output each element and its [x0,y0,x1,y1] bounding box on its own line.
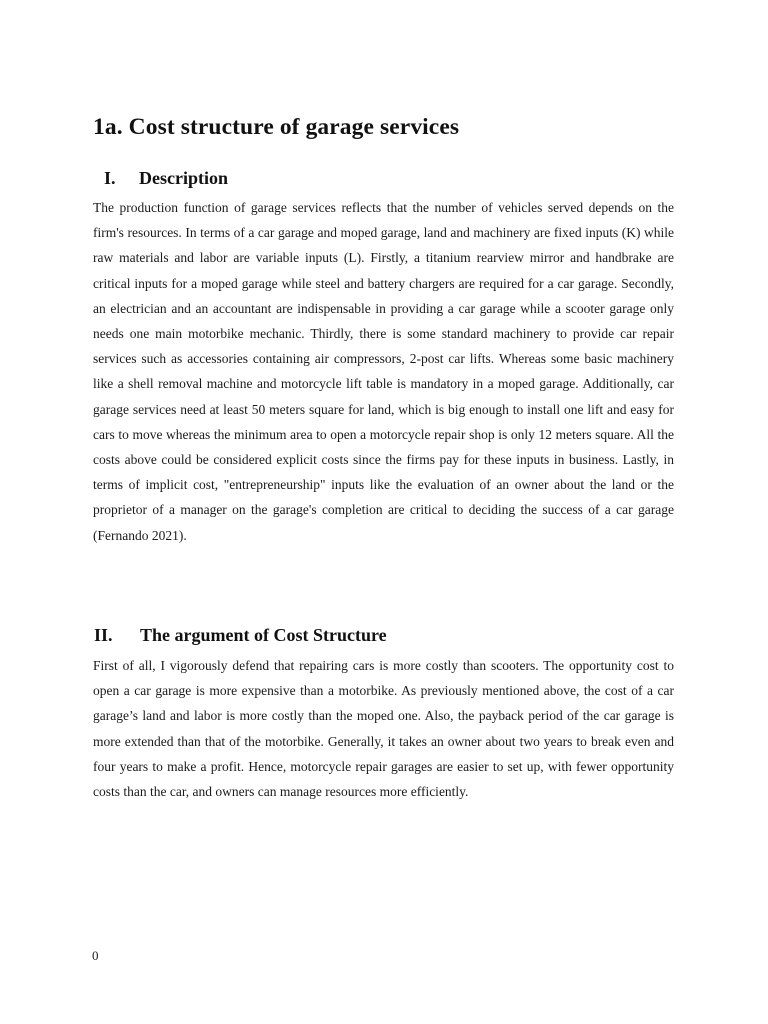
section-heading-text: The argument of Cost Structure [140,625,387,645]
section-number: I. [104,168,116,188]
page-number: 0 [92,948,99,963]
section-paragraph-argument: First of all, I vigorously defend that repairing cars is more costly than scooters. The opportunity cost to open a car garage is more expensive than a motorbike. As previously mentioned above, the cost of a car garage’s land and labor is more costly than the moped one. Also, the payback period of the car garage is more extended than that of the motorbike. Generally, it takes an owner about two years to break even and four years to make a profit. Hence, motorcycle repair garages are easier to set up, with fewer opportunity costs than the car, and owners can manage resources more efficiently. [93,658,674,800]
document-title: 1a. Cost structure of garage services [93,114,460,140]
section-heading-text: Description [139,168,228,188]
section-heading-argument [94,623,387,647]
section-number: II. [94,625,113,645]
section-paragraph-description: The production function of garage services reflects that the number of vehicles served depends on the firm's resources. In terms of a car garage and moped garage, land and machinery are fixed inputs (K) while raw materials and labor are variable inputs (L). Firstly, a titanium rearview mirror and handbrake are critical inputs for a moped garage while steel and battery chargers are required for a car garage. Secondly, an electrician and an accountant are indispensable in providing a car garage while a scooter garage only needs one main motorbike mechanic. Thirdly, there is some standard machinery to provide car repair services such as accessories containing air compressors, 2-post car lifts. Whereas some basic machinery like a shell removal machine and motorcycle lift table is mandatory in a moped garage. Additionally, car garage services need at least 50 meters square for land, which is big enough to install one lift and easy for cars to move whereas the minimum area to open a motorcycle repair shop is only 12 meters square. All the costs above could be considered explicit costs since the firms pay for these inputs in business. Lastly, in terms of implicit cost, "entrepreneurship" inputs like the evaluation of an owner about the land or the proprietor of a manager on the garage's completion are critical to deciding the success of a car garage (Fernando 2021). [93,200,674,543]
section-heading-description [104,166,228,190]
